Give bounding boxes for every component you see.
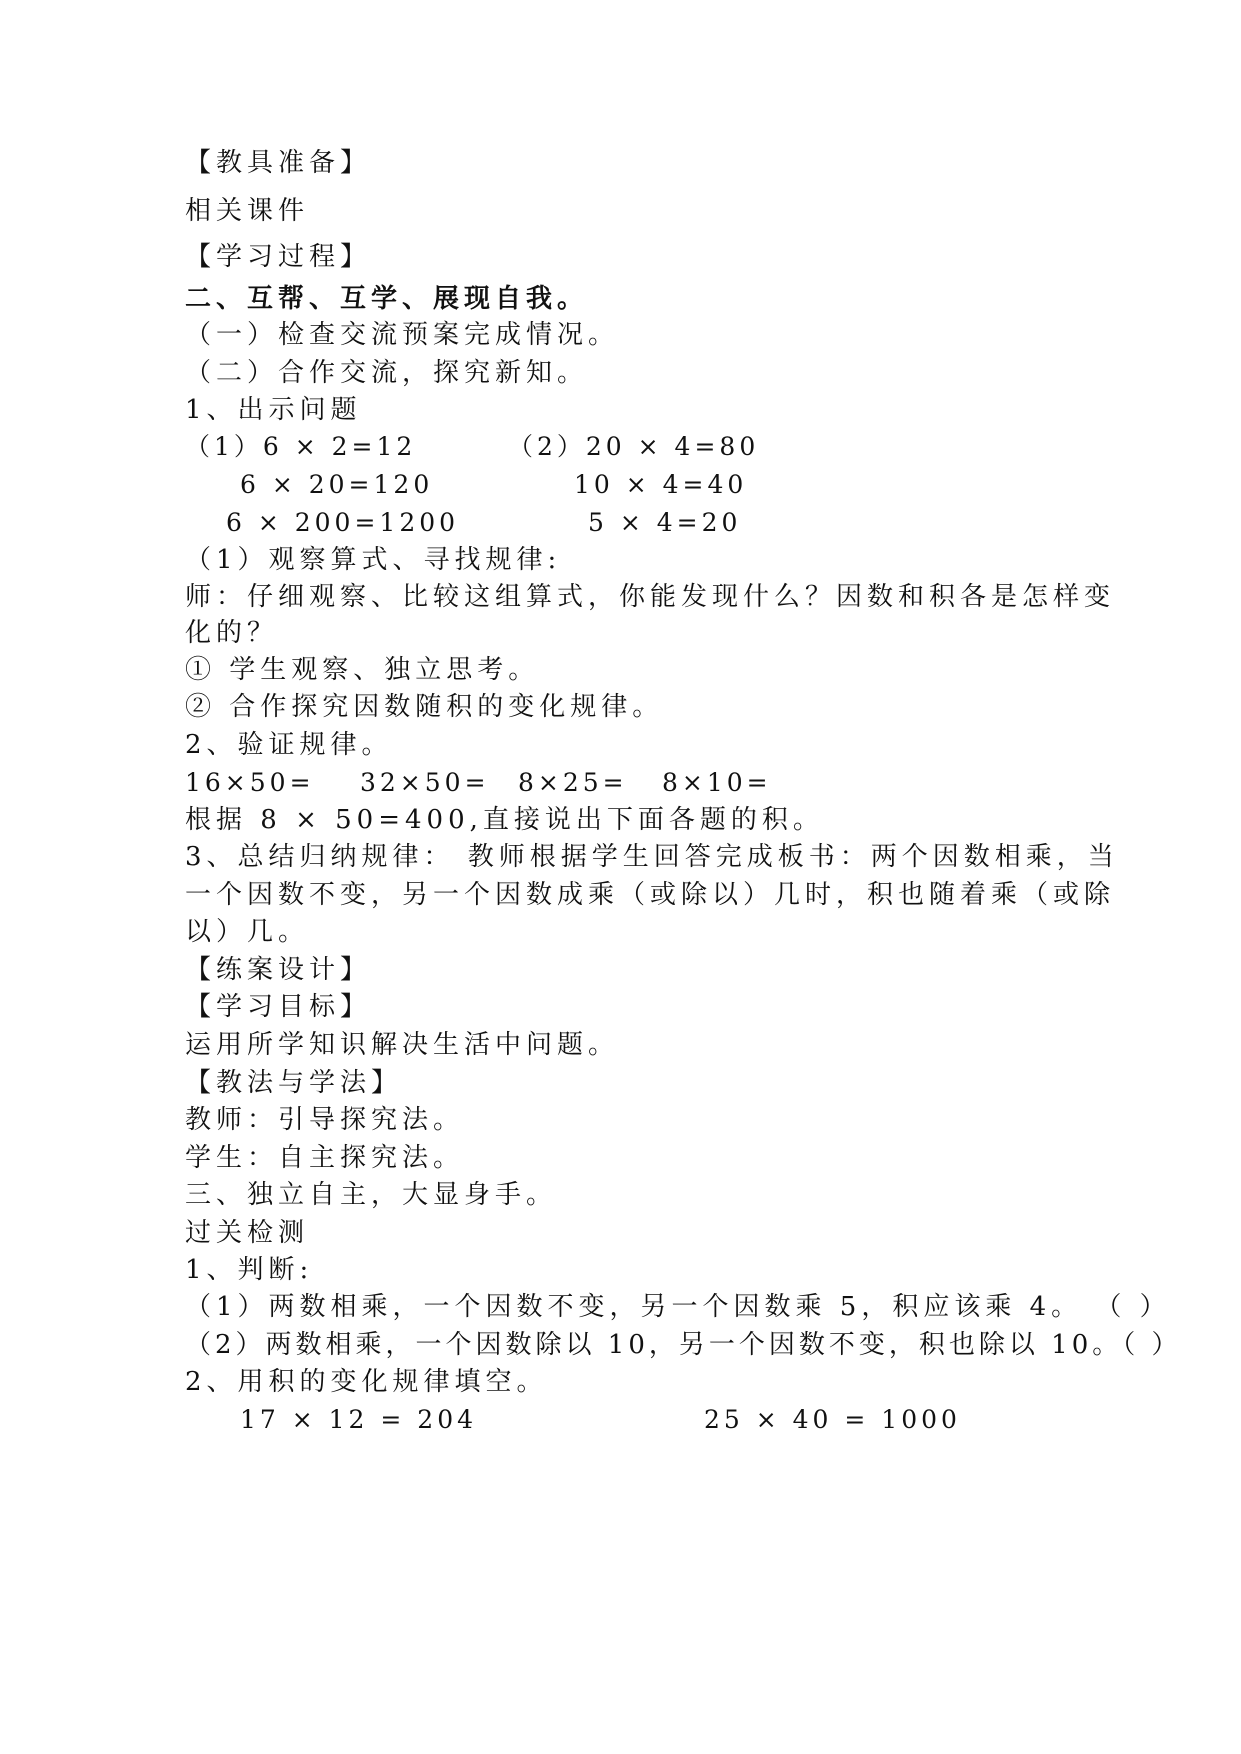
student-method: 学生：自主探究法。 (185, 1143, 465, 1173)
judge-item-2: （2）两数相乘，一个因数除以 10，另一个因数不变，积也除以 10。（ ） (185, 1330, 1182, 1360)
summary-line3: 以）几。 (185, 917, 310, 947)
fill-title: 2、用积的变化规律填空。 (185, 1367, 548, 1397)
verify-expr-3: 8×25= (518, 768, 628, 797)
text-courseware: 相关课件 (185, 196, 310, 226)
section-two-title: 二、互帮、互学、展现自我。 (185, 284, 589, 314)
teacher-question-line2: 化的？ (185, 618, 279, 648)
fill-expr-1: 17 × 12 = 204 (240, 1405, 478, 1434)
summary-line2: 一个因数不变，另一个因数成乘（或除以）几时，积也随着乘（或除 (185, 880, 1116, 910)
learning-goals-text: 运用所学知识解决生活中问题。 (185, 1030, 620, 1060)
group2-row3: 5 × 4=20 (588, 508, 742, 537)
fill-expr-2: 25 × 40 = 1000 (704, 1405, 961, 1434)
circled-item-2: ② 合作探究因数随积的变化规律。 (185, 692, 664, 722)
heading-learning-goals: 【学习目标】 (185, 992, 372, 1022)
teacher-method: 教师：引导探究法。 (185, 1105, 465, 1135)
heading-methods: 【教法与学法】 (185, 1068, 403, 1098)
heading-practice-design: 【练案设计】 (185, 955, 372, 985)
circled-item-1: ① 学生观察、独立思考。 (185, 655, 540, 685)
judge-item-1: （1）两数相乘，一个因数不变，另一个因数乘 5，积应该乘 4。 （ ） (185, 1292, 1171, 1322)
section-three-title: 三、独立自主，大显身手。 (185, 1180, 558, 1210)
group1-row2: 6 × 20=120 (240, 470, 434, 499)
judge-title: 1、判断: (185, 1255, 314, 1285)
group2-row2: 10 × 4=40 (574, 470, 748, 499)
group1-row3: 6 × 200=1200 (226, 508, 460, 537)
step-two: （二）合作交流，探究新知。 (185, 358, 589, 388)
basis-text: 根据 8 × 50=400,直接说出下面各题的积。 (185, 805, 824, 835)
observe-title: （1）观察算式、寻找规律: (185, 545, 562, 575)
verify-expr-4: 8×10= (662, 768, 772, 797)
verify-title: 2、验证规律。 (185, 730, 393, 760)
group1-row1: （1）6 × 2=12 (185, 432, 417, 461)
check-title: 过关检测 (185, 1218, 310, 1248)
step-one: （一）检查交流预案完成情况。 (185, 320, 620, 350)
verify-expr-1: 16×50= (185, 768, 315, 797)
heading-learning-process: 【学习过程】 (185, 242, 372, 272)
group2-row1: （2）20 × 4=80 (508, 432, 760, 461)
question-one-title: 1、出示问题 (185, 395, 362, 425)
summary-line1: 3、总结归纳规律： 教师根据学生回答完成板书：两个因数相乘，当 (185, 842, 1119, 872)
teacher-question-line1: 师：仔细观察、比较这组算式，你能发现什么？因数和积各是怎样变 (185, 582, 1116, 612)
verify-expr-2: 32×50= (360, 768, 490, 797)
heading-teaching-aids: 【教具准备】 (185, 148, 372, 178)
